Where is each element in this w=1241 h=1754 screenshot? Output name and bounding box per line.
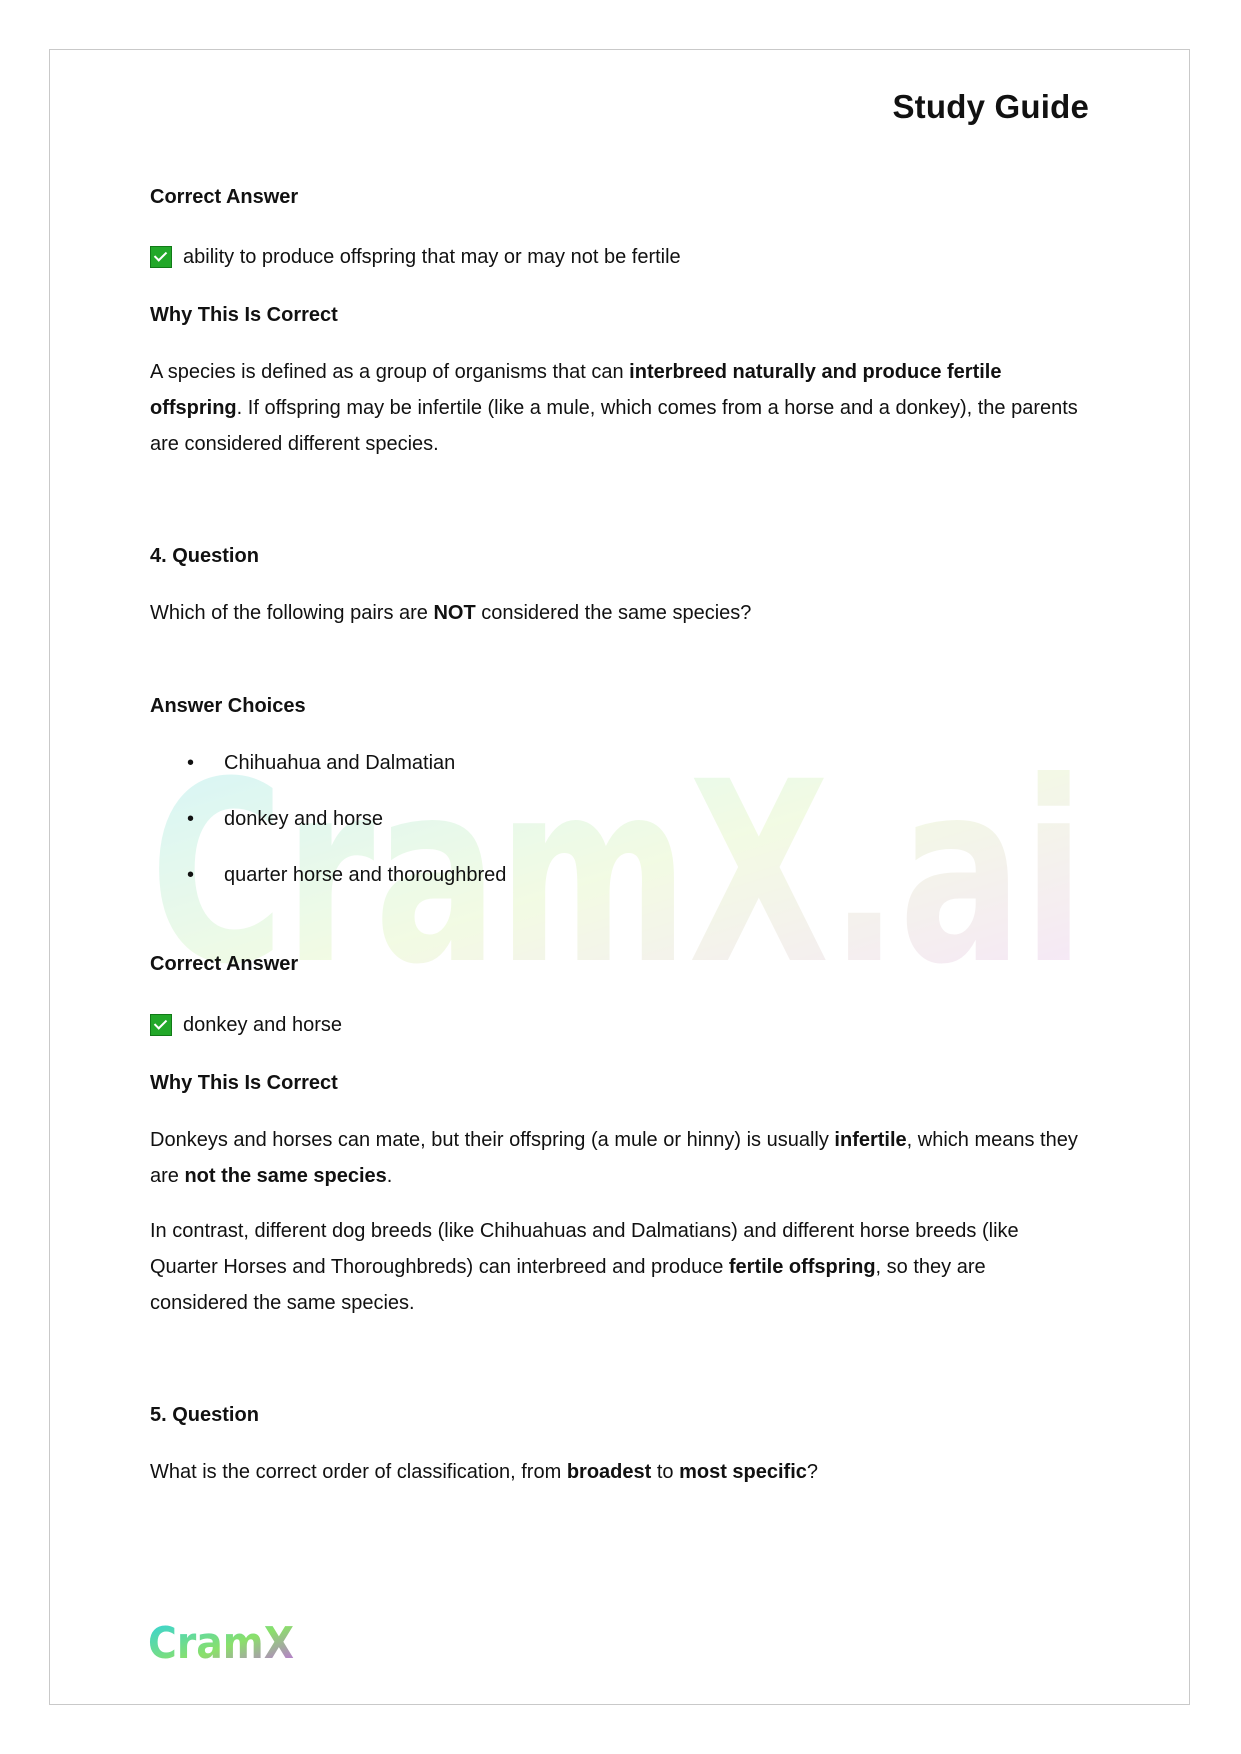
emphasis: broadest [566,1461,652,1483]
text-run: , so they are considered the same species. [150,1256,986,1314]
text-run: Which of the following pairs are [150,602,434,624]
check-icon [150,1014,172,1036]
text-run: . [386,1165,393,1187]
footer-logo-text: CramX [148,1618,295,1666]
q4-correct-answer-text: donkey and horse [183,1014,343,1036]
text-run: to [651,1461,680,1483]
q4-correct-answer-label: Correct Answer [150,953,299,975]
text-run: In contrast, different dog breeds (like Chihuahuas and Dalmatians) and different horse breeds (like Quarter Horses and Thoroughbreds) can interbreed and produce [150,1220,1019,1278]
q3-why-label: Why This Is Correct [150,304,338,326]
document-title: Study Guide [892,88,1089,125]
q4-explanation-1 [150,1122,1085,1194]
q3-explanation [150,354,1085,462]
text-run: ? [806,1461,819,1483]
bullet: • [187,752,195,774]
emphasis: NOT [433,602,476,624]
emphasis: most specific [679,1461,807,1483]
q4-question-text [150,595,1085,631]
bullet: • [187,864,195,886]
q3-correct-answer-text: ability to produce offspring that may or may not be fertile [183,246,681,268]
text-run: A species is defined as a group of organisms that can [150,361,630,383]
text-run: , which means they are [150,1129,1078,1187]
q3-correct-answer [150,239,1085,275]
text-run: Donkeys and horses can mate, but their offspring (a mule or hinny) is usually [150,1129,835,1151]
answer-choice-3: quarter horse and thoroughbred [224,864,507,886]
q4-explanation-2 [150,1213,1085,1321]
answer-choice-1: Chihuahua and Dalmatian [224,752,456,774]
text-run: What is the correct order of classification, from [150,1461,567,1483]
bullet: • [187,808,195,830]
q4-why-label: Why This Is Correct [150,1072,338,1094]
emphasis: infertile [834,1129,907,1151]
q3-correct-answer-label: Correct Answer [150,186,299,208]
cramx-footer-logo [148,1618,298,1666]
check-icon [150,246,172,268]
q4-heading: 4. Question [150,545,259,567]
answer-choice-2: donkey and horse [224,808,384,830]
emphasis: fertile offspring [728,1256,876,1278]
watermark-text: CramX.ai [150,755,1085,995]
q5-question-text [150,1454,1085,1490]
q4-answer-choices-label: Answer Choices [150,695,306,717]
text-run: considered the same species? [475,602,752,624]
q4-correct-answer [150,1007,1085,1043]
emphasis: interbreed naturally and produce fertile offspring [150,361,1002,419]
q5-heading: 5. Question [150,1404,259,1426]
text-run: . If offspring may be infertile (like a mule, which comes from a horse and a donkey), the parents are considered different species. [150,397,1078,455]
emphasis: not the same species [184,1165,387,1187]
